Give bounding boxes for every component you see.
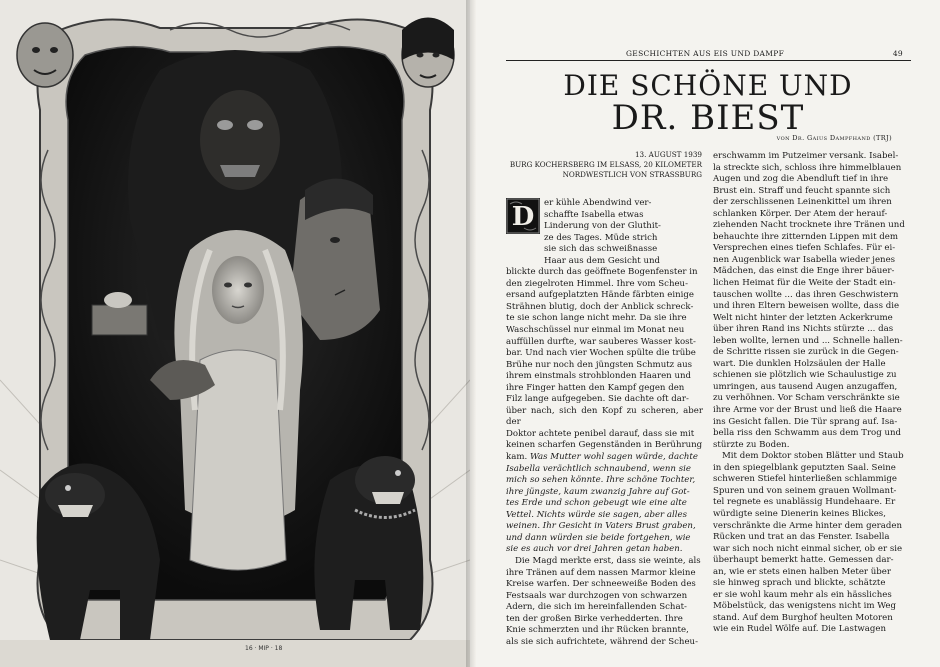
- text-line: nen Augenblick war Isabella wieder jenes: [713, 254, 896, 265]
- text-line: Mit dem Doktor stoben Blätter und Staub: [722, 451, 904, 462]
- text-line: Welt nicht hinter der letzten Ackerkrume: [713, 312, 893, 323]
- text-line: tel regnete es unablässig Hundehaare. Er: [713, 497, 896, 508]
- text-line: Brühe nur noch den jüngsten Schmutz aus: [506, 359, 693, 370]
- text-line: bella riss den Schwamm aus dem Trog und: [713, 428, 902, 439]
- italic-line: Isabella verächtlich schnaubend, wenn sie: [506, 463, 691, 474]
- text-line: Festsaals war durchzogen von schwarzen: [506, 590, 688, 601]
- dropcap-line: Linderung von der Gluthit-: [544, 221, 661, 232]
- text-line: Strähnen blutig, doch der Anblick schreck-: [506, 301, 694, 312]
- text-line: Doktor achtete penibel darauf, dass sie mit: [506, 428, 695, 439]
- page-number: 49: [892, 49, 903, 58]
- text-line: würdigte seine Dienerin keines Blickes,: [713, 508, 886, 519]
- dropcap-line: sie sich das schweißnasse: [544, 244, 658, 255]
- italic-run: Was Mutter wohl sagen würde, dachte: [529, 452, 698, 463]
- italic-line: sie es auch vor drei Jahren getan haben.: [506, 544, 683, 555]
- text-line: war sich noch nicht einmal sicher, ob er sie: [713, 543, 903, 554]
- text-line: ins Gesicht fallen. Die Tür sprang auf. Isa-: [713, 416, 898, 427]
- text-line: Die Magd merkte erst, dass sie weinte, als: [515, 555, 701, 566]
- text-line: Möbelstück, das wenigstens nicht im Weg: [713, 601, 896, 612]
- italic-line: tes Erde und schon gebeugt wie eine alte: [506, 498, 687, 509]
- text-line: ihre Finger hatten den Kampf gegen den: [506, 382, 685, 393]
- dropcap-line: schaffte Isabella etwas: [544, 209, 644, 220]
- text-line: zu verhöhnen. Vor Scham verschränkte sie: [713, 393, 900, 404]
- article-title-line2: DR. BIEST: [611, 98, 805, 138]
- text-line: stürzte zu Boden.: [713, 439, 790, 450]
- text-line: der zerschlissenen Leinenkittel um ihren: [713, 197, 892, 208]
- text-line: in den spiegelblank geputzten Saal. Seine: [713, 462, 896, 473]
- dropcap-line: ze des Tages. Müde strich: [544, 232, 658, 243]
- corner-face-right: [402, 18, 454, 88]
- text-line: Spuren und von seinem grauen Wollmant-: [713, 485, 897, 496]
- italic-line: weinen. Ihr Gesicht in Vaters Brust graben,: [506, 521, 696, 532]
- text-line: über nach, sich den Kopf zu scheren, aber der: [506, 405, 703, 428]
- text-line: Rücken und trat an das Fenster. Isabella: [713, 532, 890, 543]
- text-line: er sie wohl kaum mehr als ein hässliches: [713, 589, 892, 600]
- text-line: wart. Die dunklen Holzsäulen der Halle: [713, 358, 886, 369]
- artist-signature: 16 · MIP · 18: [245, 645, 283, 652]
- drop-cap-letter: D: [511, 202, 535, 232]
- text-line: te sie schon lange nicht mehr. Da sie ihre: [506, 313, 687, 324]
- text-line: lichen Heimat für die Weite der Stadt ein-: [713, 278, 896, 289]
- dropcap-line: er kühle Abendwind ver-: [544, 198, 652, 208]
- text-line: den ziegelroten Himmel. Ihre vom Scheu-: [506, 278, 689, 289]
- text-line: auffüllen durfte, war sauberes Wasser kost-: [506, 336, 696, 347]
- text-line: keinen scharfen Gegenständen in Berührung: [506, 440, 703, 451]
- italic-line: ihre jüngste, kaum zwanzig Jahre auf Got-: [506, 486, 690, 497]
- text-line: Augen und zog die Abendluft tief in ihre: [713, 174, 889, 185]
- text-line: bar. Und nach vier Wochen spülte die trübe: [506, 348, 696, 359]
- text-line: Adern, die sich im hereinfallenden Schat-: [506, 602, 687, 613]
- running-head: [506, 47, 911, 61]
- text-run: kam.: [506, 452, 528, 463]
- text-line: behauchte ihre zitternden Lippen mit dem: [713, 231, 899, 242]
- text-line: verschränkte die Arme hinter dem geraden: [713, 520, 903, 531]
- italic-line: mich so sehen könnte. Ihre schöne Tochter,: [506, 475, 696, 486]
- italic-line: Vettel. Nichts würde sie sagen, aber alles: [506, 509, 687, 520]
- corner-face-left: [17, 23, 73, 87]
- text-line: la streckte sich, schloss ihre himmelblauen: [713, 162, 902, 173]
- dateline-place: BURG KOCHERSBERG IM ELSASS, 20 KILOMETER: [509, 160, 702, 169]
- text-line: ihre Tränen auf dem nassen Marmor kleine: [506, 567, 696, 578]
- text-line: ersand aufgeplatzten Hände färbten einige: [506, 290, 694, 301]
- text-line: über ihren Rand ins Nichts stürzte ... das: [713, 324, 894, 335]
- text-line: schlanken Körper. Der Atem der herauf-: [713, 208, 888, 219]
- text-line: blickte durch das geöffnete Bogenfenster in: [506, 267, 698, 278]
- text-line: sie hinweg sprach und blickte, schätzte: [713, 578, 886, 589]
- text-line: erschwamm im Putzeimer versank. Isabel-: [713, 151, 899, 161]
- dateline-date: 13. AUGUST 1939: [634, 150, 702, 159]
- dateline: [506, 150, 702, 180]
- article-title-line1: DIE SCHÖNE UND: [563, 69, 853, 102]
- doctor-figure: [290, 179, 380, 340]
- dropcap-line: Haar aus dem Gesicht und: [544, 255, 661, 266]
- article-column-1: [506, 198, 703, 648]
- text-line: ihrem einstmals strohblonden Haaren und: [506, 371, 692, 382]
- text-line: als sie sich aufrichtete, während der Scheu-: [506, 636, 698, 647]
- ground: [0, 640, 470, 667]
- article-byline: von Dr. Gaius Dampfhand (TRJ): [776, 134, 892, 142]
- text-line: und ihren Eltern beweisen wollte, dass die: [713, 301, 900, 312]
- text-line-with-italic: [506, 452, 703, 464]
- girl-figure: [174, 230, 302, 570]
- text-line: stand. Auf dem Burghof heulten Motoren: [713, 612, 893, 623]
- text-line: Knie schmerzten und ihr Rücken brannte,: [506, 625, 689, 636]
- text-line: schienen sie plötzlich wie Schaulustige zu: [713, 370, 897, 381]
- dateline-place-2: NORDWESTLICH VON STRASSBURG: [562, 170, 702, 179]
- text-line: leben wollte, lernen und ... Schnelle hallen-: [713, 335, 903, 346]
- text-line: Versprechen eines tiefen Schlafes. Für ei-: [713, 243, 896, 254]
- italic-line: und dann würden sie beide fortgehen, wie: [506, 532, 691, 543]
- text-line: Mädchen, das einst die Enge ihrer bäuer-: [713, 266, 895, 277]
- text-line: Waschschüssel nur einmal im Monat neu: [506, 325, 685, 336]
- header-rule: [506, 60, 911, 61]
- text-line: wie ein Rudel Wölfe auf. Die Lastwagen: [713, 624, 887, 635]
- running-head-title: GESCHICHTEN AUS EIS UND DAMPF: [626, 49, 785, 58]
- text-line: de Schritte rissen sie zurück in die Gegen-: [713, 347, 899, 358]
- text-line: Filz lange aufgegeben. Sie dachte oft dar-: [506, 394, 689, 405]
- text-line: Kreise warfen. Der schneeweiße Boden des: [506, 579, 696, 590]
- article-page: [476, 0, 940, 667]
- text-line: umringen, aus tausend Augen anzugaffen,: [713, 381, 898, 392]
- text-line: ten der großen Birke verhedderten. Ihre: [506, 613, 683, 624]
- text-line: schweren Stiefel hinterließen schlammige: [713, 474, 897, 485]
- text-line: an, wie er stets einen halben Meter über: [713, 566, 891, 577]
- article-column-2: [713, 151, 911, 636]
- page-gutter: [466, 0, 476, 667]
- text-line: ziehenden Nacht trocknete ihre Tränen und: [713, 220, 905, 231]
- text-line: Brust ein. Straff und feucht spannte sich: [713, 185, 891, 196]
- text-line: ihre Arme vor der Brust und ließ die Haare: [713, 405, 902, 416]
- text-line: tauschen wollte ... das ihren Geschwistern: [713, 289, 899, 300]
- text-line: überhaupt bemerkt hatte. Gemessen dar-: [713, 555, 894, 566]
